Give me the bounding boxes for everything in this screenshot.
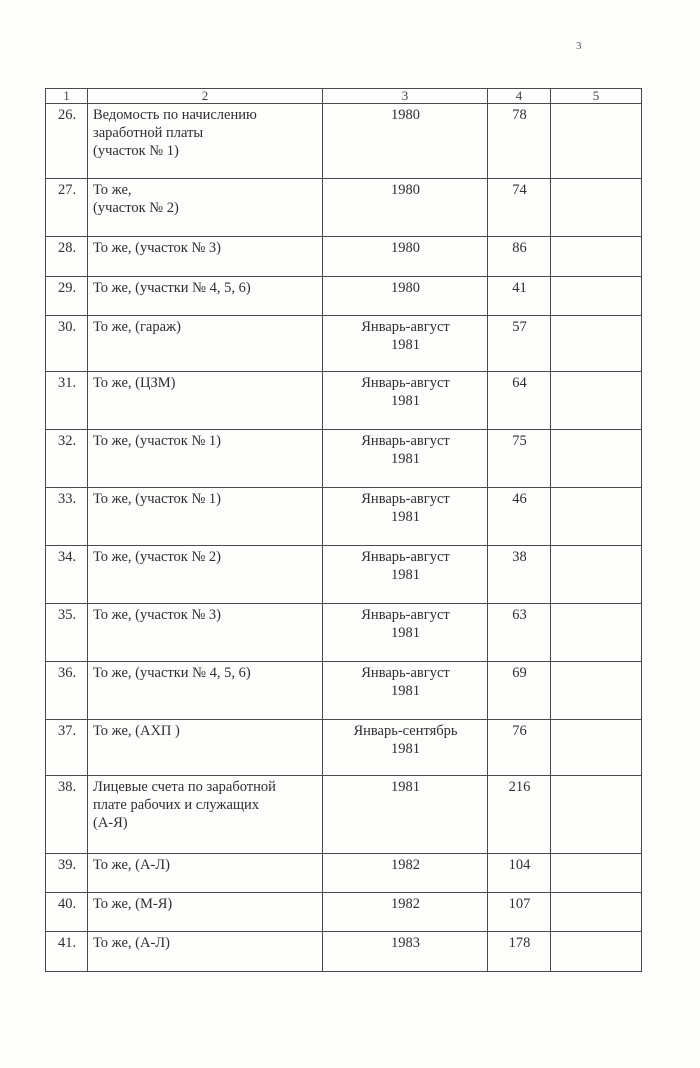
row-number: 41.	[46, 932, 88, 972]
row-number: 33.	[46, 488, 88, 546]
table-row	[46, 104, 642, 179]
row-date: Январь-август 1981	[323, 662, 488, 720]
row-count: 78	[488, 104, 551, 179]
row-title: То же, (участок № 2)	[88, 546, 323, 604]
row-date: Январь-август 1981	[323, 316, 488, 372]
column-header: 2	[88, 89, 323, 104]
row-date: 1982	[323, 854, 488, 893]
row-title: То же, (участок № 2)	[88, 179, 323, 237]
page-number: 3	[576, 40, 582, 52]
row-count: 41	[488, 277, 551, 316]
row-number: 27.	[46, 179, 88, 237]
inventory-table	[45, 88, 642, 972]
row-number: 40.	[46, 893, 88, 932]
row-count: 76	[488, 720, 551, 776]
row-date: 1980	[323, 277, 488, 316]
row-number: 36.	[46, 662, 88, 720]
table-row	[46, 776, 642, 854]
row-date: Январь-август 1981	[323, 488, 488, 546]
row-title: То же, (А-Л)	[88, 932, 323, 972]
row-count: 104	[488, 854, 551, 893]
row-date: 1983	[323, 932, 488, 972]
row-date: 1981	[323, 776, 488, 854]
row-note	[551, 854, 642, 893]
table-row	[46, 662, 642, 720]
row-title: То же, (АХП )	[88, 720, 323, 776]
row-note	[551, 932, 642, 972]
table-row	[46, 604, 642, 662]
row-date: Январь-сентябрь 1981	[323, 720, 488, 776]
row-number: 35.	[46, 604, 88, 662]
column-header: 4	[488, 89, 551, 104]
row-count: 75	[488, 430, 551, 488]
row-count: 86	[488, 237, 551, 277]
row-title: Лицевые счета по заработной плате рабочих и служащих (А-Я)	[88, 776, 323, 854]
row-title: То же, (участки № 4, 5, 6)	[88, 277, 323, 316]
table-row	[46, 430, 642, 488]
row-title: То же, (А-Л)	[88, 854, 323, 893]
row-count: 57	[488, 316, 551, 372]
table-body	[46, 104, 642, 972]
row-date: Январь-август 1981	[323, 430, 488, 488]
row-title: То же, (участки № 4, 5, 6)	[88, 662, 323, 720]
row-number: 38.	[46, 776, 88, 854]
table-row	[46, 932, 642, 972]
table-row	[46, 237, 642, 277]
row-title: То же, (участок № 1)	[88, 488, 323, 546]
row-title: То же, (участок № 1)	[88, 430, 323, 488]
column-header: 3	[323, 89, 488, 104]
row-note	[551, 372, 642, 430]
table-row	[46, 893, 642, 932]
row-count: 38	[488, 546, 551, 604]
row-count: 64	[488, 372, 551, 430]
row-note	[551, 277, 642, 316]
row-note	[551, 893, 642, 932]
table-row	[46, 546, 642, 604]
row-title: Ведомость по начислению заработной платы (участок № 1)	[88, 104, 323, 179]
table-row	[46, 179, 642, 237]
row-title: То же, (участок № 3)	[88, 604, 323, 662]
table-row	[46, 372, 642, 430]
row-note	[551, 316, 642, 372]
row-note	[551, 488, 642, 546]
column-header: 1	[46, 89, 88, 104]
row-note	[551, 604, 642, 662]
column-header: 5	[551, 89, 642, 104]
table-row	[46, 316, 642, 372]
row-date: 1980	[323, 237, 488, 277]
row-count: 74	[488, 179, 551, 237]
row-number: 30.	[46, 316, 88, 372]
row-number: 37.	[46, 720, 88, 776]
row-note	[551, 179, 642, 237]
row-title: То же, (участок № 3)	[88, 237, 323, 277]
row-date: Январь-август 1981	[323, 604, 488, 662]
row-note	[551, 104, 642, 179]
row-date: Январь-август 1981	[323, 372, 488, 430]
row-note	[551, 720, 642, 776]
row-note	[551, 776, 642, 854]
row-number: 39.	[46, 854, 88, 893]
row-count: 107	[488, 893, 551, 932]
column-number-row	[46, 89, 642, 104]
row-count: 69	[488, 662, 551, 720]
row-number: 34.	[46, 546, 88, 604]
row-note	[551, 546, 642, 604]
row-note	[551, 237, 642, 277]
table-row	[46, 854, 642, 893]
row-count: 216	[488, 776, 551, 854]
row-number: 31.	[46, 372, 88, 430]
row-number: 29.	[46, 277, 88, 316]
table-row	[46, 720, 642, 776]
row-note	[551, 662, 642, 720]
table-row	[46, 277, 642, 316]
row-date: Январь-август 1981	[323, 546, 488, 604]
row-title: То же, (гараж)	[88, 316, 323, 372]
row-number: 32.	[46, 430, 88, 488]
row-count: 63	[488, 604, 551, 662]
row-count: 178	[488, 932, 551, 972]
row-count: 46	[488, 488, 551, 546]
table-row	[46, 488, 642, 546]
row-title: То же, (М-Я)	[88, 893, 323, 932]
row-date: 1980	[323, 179, 488, 237]
row-number: 26.	[46, 104, 88, 179]
row-title: То же, (ЦЗМ)	[88, 372, 323, 430]
row-date: 1980	[323, 104, 488, 179]
row-date: 1982	[323, 893, 488, 932]
row-note	[551, 430, 642, 488]
row-number: 28.	[46, 237, 88, 277]
